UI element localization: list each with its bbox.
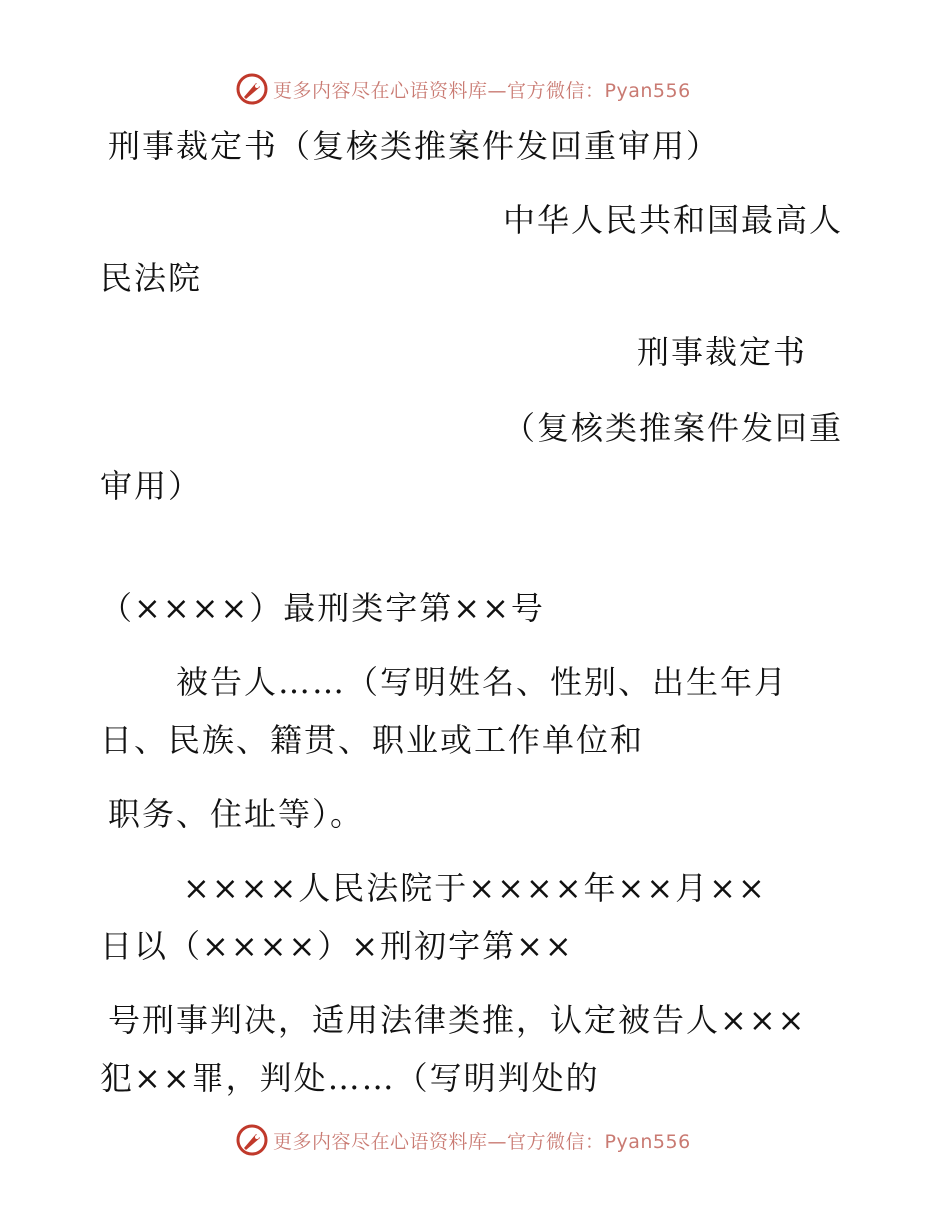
- body-line-3: 号刑事判决，适用法律类推，认定被告人×××: [108, 1001, 807, 1039]
- pen-nib-logo-icon: [235, 1123, 269, 1157]
- court-name-line-1: 中华人民共和国最高人: [503, 201, 844, 239]
- document-subtype-line-1: （复核类推案件发回重: [503, 409, 844, 447]
- watermark-bottom: [235, 1123, 691, 1157]
- court-name-line-2: 民法院: [100, 259, 203, 297]
- watermark-text: 更多内容尽在心语资料库—官方微信：Pyan556: [273, 79, 691, 102]
- document-type: 刑事裁定书: [637, 333, 808, 371]
- case-number: （××××）最刑类字第××号: [100, 589, 545, 627]
- pen-nib-logo-icon: [235, 72, 269, 106]
- header-title: 刑事裁定书（复核类推案件发回重审用）: [108, 127, 721, 165]
- document-subtype-line-2: 审用）: [100, 467, 203, 505]
- body-line-1: ××××人民法院于××××年××月××: [183, 869, 767, 907]
- watermark-top: [235, 72, 691, 106]
- watermark-text: 更多内容尽在心语资料库—官方微信：Pyan556: [273, 1130, 691, 1153]
- defendant-line-3: 职务、住址等）。: [108, 795, 365, 833]
- body-line-4: 犯××罪，判处……（写明判处的: [100, 1059, 600, 1097]
- defendant-line-2: 日、民族、籍贯、职业或工作单位和: [100, 721, 645, 759]
- body-line-2: 日以（××××）×刑初字第××: [100, 927, 574, 965]
- defendant-line-1: 被告人……（写明姓名、性别、出生年月: [176, 663, 789, 701]
